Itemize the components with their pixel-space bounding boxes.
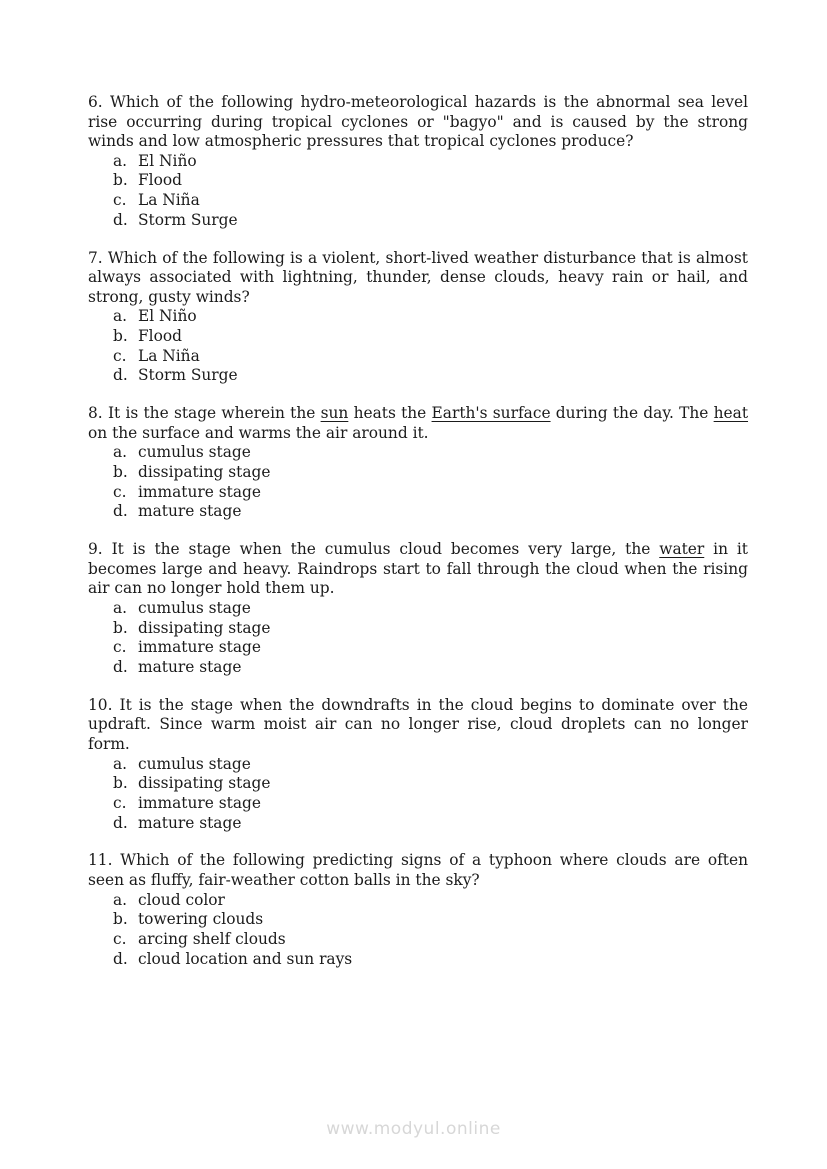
option-item	[113, 483, 748, 503]
option-item	[113, 211, 748, 231]
option-item	[113, 814, 748, 834]
option-letter: c.	[113, 929, 127, 948]
question-text	[88, 404, 748, 443]
option-item	[113, 152, 748, 172]
option-letter: d.	[113, 210, 128, 229]
option-label: cumulus stage	[138, 754, 251, 773]
option-letter: a.	[113, 443, 128, 462]
option-item	[113, 347, 748, 367]
question-number: 6.	[88, 93, 110, 111]
option-letter: a.	[113, 890, 128, 909]
option-item	[113, 755, 748, 775]
question-text-segment: on the surface and warms the air around it.	[88, 423, 429, 442]
option-item	[113, 774, 748, 794]
option-label: Storm Surge	[138, 210, 238, 229]
option-letter: d.	[113, 502, 128, 521]
option-label: towering clouds	[138, 910, 264, 929]
option-label: dissipating stage	[138, 618, 271, 637]
option-letter: d.	[113, 949, 128, 968]
question-text-segment: Which of the following is a violent, short-lived weather disturbance that is almost always associated with lightning, thunder, dense clouds, heavy rain or hail, and strong, gusty winds?	[88, 248, 748, 306]
question-text	[88, 540, 748, 599]
option-letter: c.	[113, 482, 127, 501]
option-letter: b.	[113, 618, 128, 637]
option-label: cloud location and sun rays	[138, 949, 353, 968]
option-letter: a.	[113, 754, 128, 773]
option-item	[113, 599, 748, 619]
option-letter: c.	[113, 346, 127, 365]
question-block	[88, 540, 748, 678]
option-letter: d.	[113, 366, 128, 385]
question-number: 7.	[88, 248, 108, 267]
option-letter: b.	[113, 910, 128, 929]
question-block	[88, 696, 748, 834]
option-label: Storm Surge	[138, 366, 238, 385]
question-number: 11.	[88, 851, 121, 870]
question-block	[88, 93, 748, 231]
option-letter: b.	[113, 327, 128, 346]
question-text	[88, 696, 748, 755]
option-item	[113, 950, 748, 970]
option-label: immature stage	[138, 482, 261, 501]
underlined-term: sun	[320, 404, 349, 423]
options-list	[113, 307, 748, 386]
question-text-segment: during the day. The	[550, 404, 714, 423]
option-letter: b.	[113, 774, 128, 793]
option-letter: a.	[113, 307, 128, 326]
option-label: immature stage	[138, 638, 261, 657]
option-label: dissipating stage	[138, 463, 271, 482]
question-text-segment: It is the stage wherein the	[107, 404, 321, 423]
option-item	[113, 327, 748, 347]
option-label: Flood	[138, 327, 182, 346]
underlined-term: Earth's surface	[431, 404, 551, 423]
option-letter: d.	[113, 813, 128, 832]
option-label: cumulus stage	[138, 598, 251, 617]
question-text-segment: Which of the following predicting signs of a typhoon where clouds are often seen as fluffy, fair-weather cotton balls in the sky?	[88, 851, 748, 889]
question-number: 10.	[88, 695, 120, 714]
options-list	[113, 599, 748, 678]
option-label: mature stage	[138, 502, 242, 521]
underlined-term: heat	[713, 404, 749, 423]
option-label: dissipating stage	[138, 774, 271, 793]
option-item	[113, 191, 748, 211]
option-item	[113, 366, 748, 386]
option-item	[113, 910, 748, 930]
options-list	[113, 755, 748, 834]
option-letter: b.	[113, 463, 128, 482]
option-item	[113, 443, 748, 463]
question-text	[88, 93, 748, 152]
footer-watermark: www.modyul.online	[326, 1119, 501, 1139]
option-label: mature stage	[138, 658, 242, 677]
option-label: immature stage	[138, 793, 261, 812]
option-label: La Niña	[138, 346, 200, 365]
option-item	[113, 891, 748, 911]
question-block	[88, 249, 748, 387]
question-block	[88, 404, 748, 522]
option-label: mature stage	[138, 813, 242, 832]
option-letter: c.	[113, 191, 127, 210]
option-item	[113, 463, 748, 483]
option-item	[113, 171, 748, 191]
underlined-term: water	[659, 540, 705, 559]
option-item	[113, 794, 748, 814]
question-block	[88, 851, 748, 969]
options-list	[113, 152, 748, 231]
option-letter: a.	[113, 598, 128, 617]
option-letter: a.	[113, 151, 128, 170]
option-item	[113, 930, 748, 950]
question-text-segment: It is the stage when the downdrafts in the cloud begins to dominate over the updraft. Since warm moist air can no longer rise, cloud droplets can no longer form.	[88, 695, 748, 753]
option-label: cloud color	[138, 890, 225, 909]
option-item	[113, 638, 748, 658]
option-label: El Niño	[138, 151, 197, 170]
question-number: 8.	[88, 404, 108, 423]
question-text	[88, 249, 748, 308]
options-list	[113, 443, 748, 522]
question-text-segment: It is the stage when the cumulus cloud becomes very large, the	[111, 540, 660, 559]
option-label: La Niña	[138, 191, 200, 210]
option-letter: c.	[113, 793, 127, 812]
option-item	[113, 619, 748, 639]
option-letter: c.	[113, 638, 127, 657]
questions-container	[88, 93, 748, 987]
option-label: arcing shelf clouds	[138, 929, 286, 948]
option-letter: b.	[113, 171, 128, 190]
option-item	[113, 502, 748, 522]
question-text-segment: in it becomes large and heavy. Raindrops start to fall through the cloud when the rising air can no longer hold them up.	[88, 540, 748, 598]
question-text	[88, 851, 748, 890]
option-label: cumulus stage	[138, 443, 251, 462]
question-number: 9.	[88, 540, 112, 559]
option-item	[113, 307, 748, 327]
option-label: Flood	[138, 171, 182, 190]
question-text-segment: Which of the following hydro-meteorological hazards is the abnormal sea level rise occurring during tropical cyclones or "bagyo" and is caused by the strong winds and low atmospheric pressures that tropical cyclones produce?	[88, 93, 748, 151]
question-text-segment: heats the	[348, 404, 432, 423]
options-list	[113, 891, 748, 970]
option-letter: d.	[113, 658, 128, 677]
option-label: El Niño	[138, 307, 197, 326]
option-item	[113, 658, 748, 678]
